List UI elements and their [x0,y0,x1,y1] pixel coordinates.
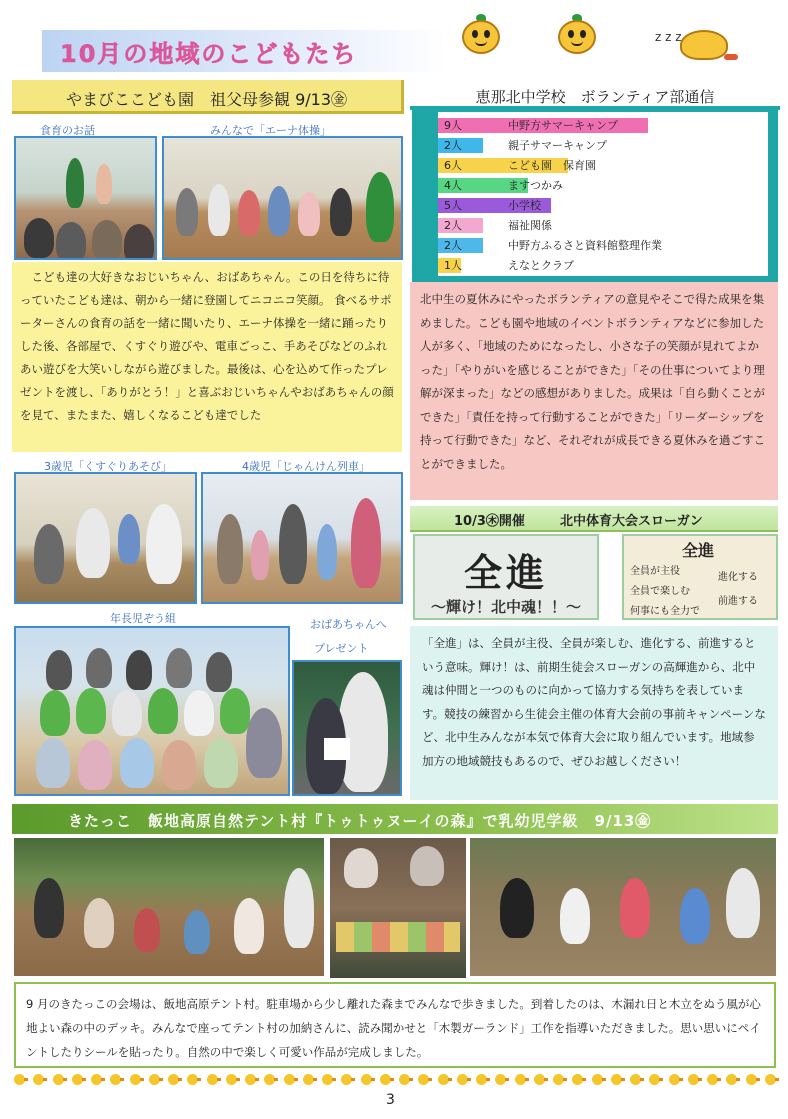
mascot-icon [462,14,500,56]
chick-icon [592,1074,603,1085]
chick-icon [14,1074,25,1085]
slogan-card-line: 全員が主役 [630,566,680,577]
volunteer-summary: 北中生の夏休みにやったボランティアの意見やそこで得た成果を集めました。こども園や地域のイベントボランティアなどに参加した人が多く、「地域のためになったし、小さな子の笑顔が見れてよかった」「やりがいを感じることができた」「その仕事についてより理解が深まった」などの感想がありました。成果は「自ら動くことができた」「責任を持って行動することができた」「リーダーシップを持って行動できた」など、それぞれが成長できる夏休みを過ごすことができました。 [410,282,778,500]
chick-icon [669,1074,680,1085]
volunteer-count: 1人 [444,259,462,272]
volunteer-count: 4人 [444,179,462,192]
chick-icon [765,1074,776,1085]
photo-ena-exercise [162,136,403,260]
chick-icon [534,1074,545,1085]
chick-icon [322,1074,333,1085]
chick-icon [726,1074,737,1085]
volunteer-label: 中野方サマーキャンプ [508,119,618,132]
page-number: 3 [386,1092,395,1108]
sleeping-mascot-icon [680,28,732,62]
mascot-icon [558,14,596,56]
photo-food-talk [14,136,157,260]
photo-caption: みんなで「エーナ体操」 [210,124,331,137]
slogan-card-line: 何事にも全力で [630,606,700,617]
volunteer-label: 福祉関係 [508,219,552,232]
volunteer-count: 2人 [444,239,462,252]
page-title: 10月の地域のこどもたち [60,40,358,68]
chick-icon [33,1074,44,1085]
volunteer-item [438,158,768,173]
chick-icon [53,1074,64,1085]
volunteer-header: 恵那北中学校 ボランティア部通信 [410,80,780,110]
kitakko-header: きたっこ 飯地高原自然テント村『トゥトゥヌーイの森』で乳幼児学級 9/13㊎ [12,804,778,834]
chick-icon [226,1074,237,1085]
slogan-card-title: 全進 [682,541,715,560]
chick-icon [553,1074,564,1085]
chick-icon [515,1074,526,1085]
chick-icon [457,1074,468,1085]
chick-icon [187,1074,198,1085]
chick-icon [495,1074,506,1085]
volunteer-item [438,138,768,153]
volunteer-count: 5人 [444,199,462,212]
chick-icon [303,1074,314,1085]
chick-icon [418,1074,429,1085]
chick-icon [149,1074,160,1085]
chick-icon [168,1074,179,1085]
chick-icon [476,1074,487,1085]
volunteer-list [438,112,768,276]
chick-icon [264,1074,275,1085]
photo-garland-painting [470,838,776,976]
volunteer-count: 2人 [444,219,462,232]
yamabiko-header: やまびここども園 祖父母参観 9/13㊎ [12,80,404,114]
photo-caption: 年長児ぞう組 [110,612,176,625]
chick-icon [688,1074,699,1085]
chick-icon [649,1074,660,1085]
volunteer-item [438,118,768,133]
slogan-sub: ～輝け！北中魂！！～ [430,598,581,616]
chick-icon [438,1074,449,1085]
photo-garland-craft [330,838,466,978]
volunteer-item [438,258,768,273]
yamabiko-story: こども達の大好きなおじいちゃん、おばあちゃん。この日を待ちに待っていたこども達は、朝から一緒に登園してニコニコ笑顔。 食べるサポーターさんの食育の話を一緒に聞いたり、エーナ体操を一緒に踊ったりした後、各部屋で、くすぐり遊びや、電車ごっこ、手あそびなどのふれあい遊びを大笑いしながら遊びました。最後は、心を込めて作ったプレゼントを渡し、「ありがとう！」と喜ぶおじいちゃんやおばあちゃんの顔を見て、またまた、嬉しくなるこども達でした [12,262,402,452]
chick-icon [91,1074,102,1085]
chick-icon [284,1074,295,1085]
chick-icon [361,1074,372,1085]
slogan-card-line: 全員で楽しむ [630,586,690,597]
kitakko-story: 9 月のきたっこの会場は、飯地高原テント村。駐車場から少し離れた森までみんなで歩きました。到着したのは、木漏れ日と木立をぬう風が心地よい森の中のデッキ。みんなで座ってテント村の加納さんに、読み聞かせと「木製ガーランド」工作を指導いただきました。思い思いにペイントしたりシールを貼ったり。自然の中で楽しく可愛い作品が完成しました。 [14,982,776,1068]
photo-caption: おばあちゃんへ [310,618,387,631]
volunteer-label: こども園 保育園 [508,159,596,172]
photo-present-to-grandma [292,660,402,796]
volunteer-item [438,238,768,253]
volunteer-count: 6人 [444,159,462,172]
photo-forest-deck-storytime [14,838,324,976]
chick-icon [130,1074,141,1085]
slogan-description: 「全進」は、全員が主役、全員が楽しむ、進化する、前進するという意味。輝け！は、前期生徒会スローガンの高輝進から、北中魂は仲間と一つのものに向かって協力する気持ちを表しています。競技の練習から生徒会主催の体育大会前の事前キャンペーンなど、北中生みんなが本気で体育大会に取り組んでいます。地域参加方の地域競技もあるので、ぜひお越しください！ [410,626,778,800]
volunteer-label: 小学校 [508,199,541,212]
chick-icon [572,1074,583,1085]
chick-icon [72,1074,83,1085]
chick-icon [207,1074,218,1085]
chick-icon [746,1074,757,1085]
slogan-main: 全進 [463,551,548,595]
chick-icon [380,1074,391,1085]
chick-icon [707,1074,718,1085]
photo-caption: 食育のお話 [40,124,95,137]
volunteer-item [438,178,768,193]
volunteer-label: 中野方ふるさと資料館整理作業 [508,239,662,252]
volunteer-count: 9人 [444,119,462,132]
chick-border [14,1074,776,1088]
chick-icon [341,1074,352,1085]
slogan-card-line: 前進する [718,596,758,607]
photo-elephant-class-group [14,626,290,796]
photo-caption: 4歳児「じゃんけん列車」 [242,460,370,473]
photo-caption: 3歳児「くすぐりあそび」 [44,460,172,473]
photo-caption: プレゼント [314,642,369,655]
volunteer-count: 2人 [444,139,462,152]
volunteer-label: 親子サマーキャンプ [508,139,607,152]
chick-icon [611,1074,622,1085]
sleep-zzz-icon: z z z [655,30,682,44]
chick-icon [110,1074,121,1085]
slogan-card [413,534,599,620]
chick-icon [245,1074,256,1085]
slogan-card-line: 進化する [718,572,758,583]
volunteer-label: ますつかみ [508,179,563,192]
photo-janken-train [201,472,403,604]
slogan-header: 10/3㊍開催 北中体育大会スローガン [410,506,778,532]
volunteer-item [438,198,768,213]
slogan-meaning-card [622,534,778,620]
photo-tickle-play [14,472,197,604]
chick-icon [399,1074,410,1085]
volunteer-label: えなとクラブ [508,259,574,272]
chick-icon [630,1074,641,1085]
volunteer-item [438,218,768,233]
